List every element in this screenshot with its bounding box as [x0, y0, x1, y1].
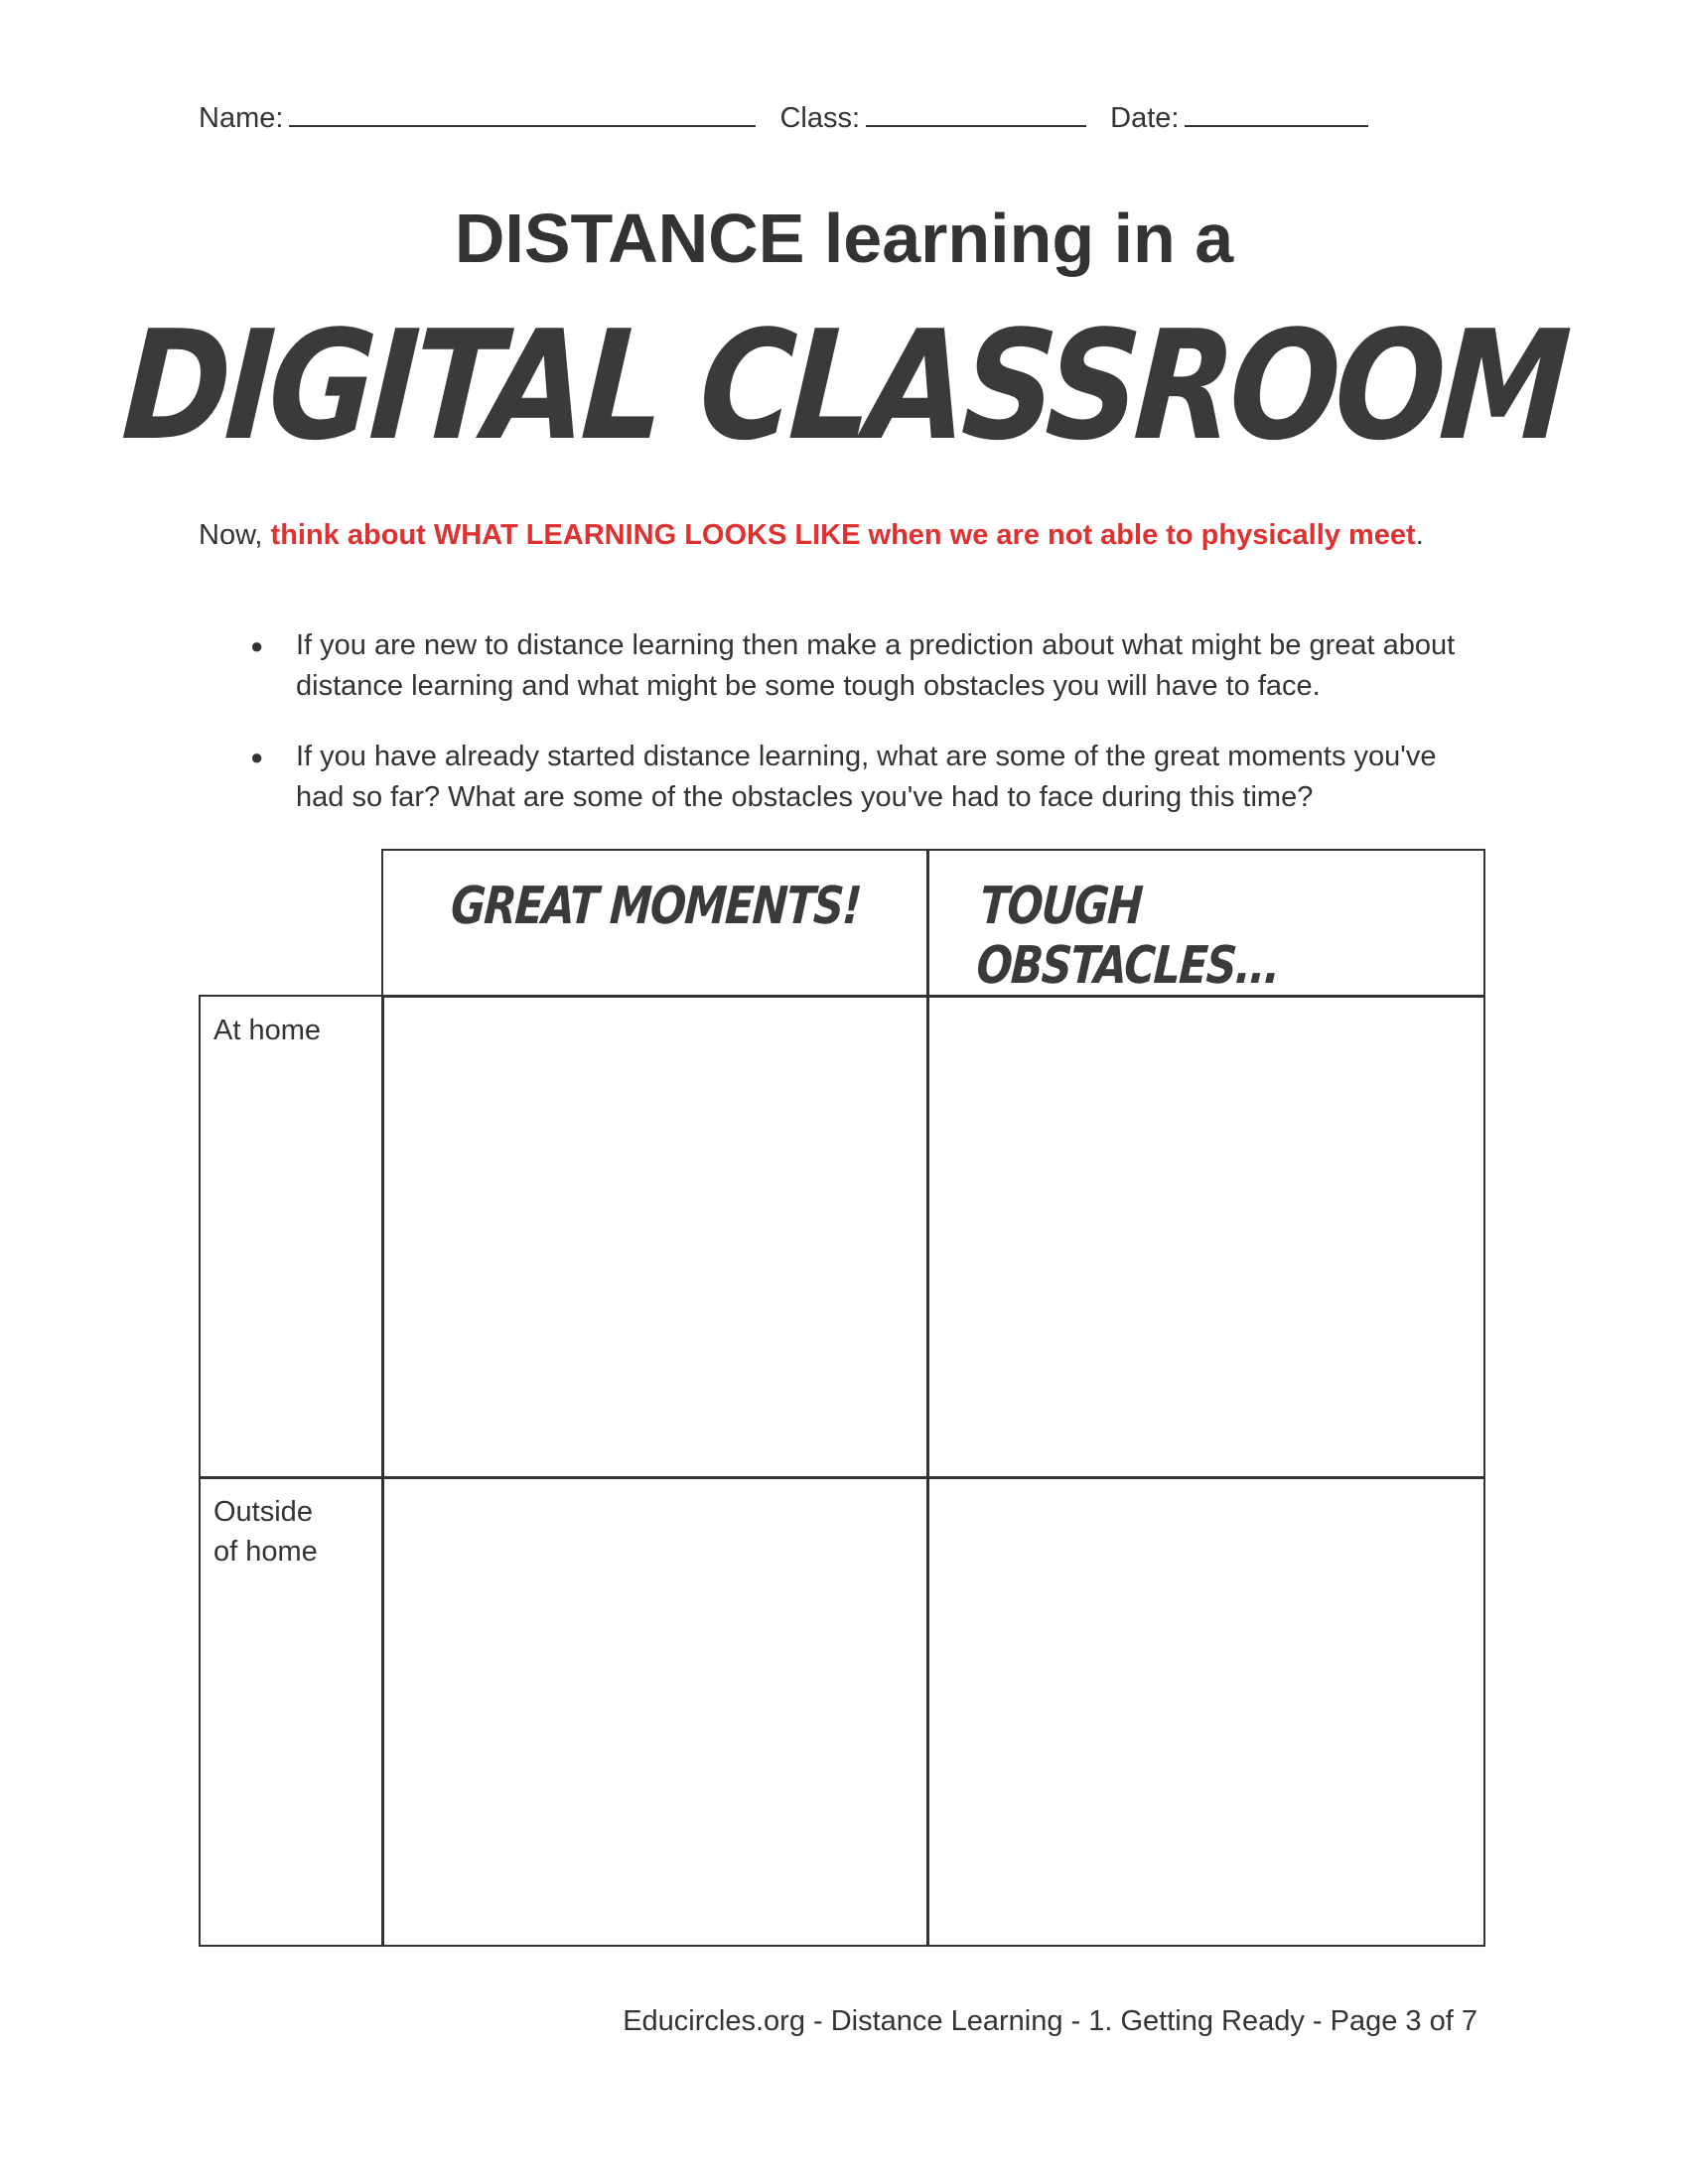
answer-cell-outside-tough[interactable]: [926, 1476, 1485, 1947]
column-header-tough-obstacles: [926, 849, 1485, 998]
date-label: Date:: [1110, 102, 1180, 134]
name-label: Name:: [199, 102, 284, 134]
bullet-icon: ●: [250, 745, 264, 769]
bullet-text: If you have already started distance learning, what are some of the great moments you've had so far? What are some of the obstacles you've had to face during this time?: [296, 741, 1437, 813]
page-title: DIGITAL CLASSROOM: [117, 298, 1571, 474]
student-info-line: [199, 97, 1384, 135]
column-header-label: GREAT MOMENTS!: [449, 877, 862, 936]
name-blank[interactable]: [289, 97, 756, 127]
class-label: Class:: [779, 102, 861, 134]
intro-highlight: think about WHAT LEARNING LOOKS LIKE when we are not able to physically meet: [270, 519, 1416, 551]
class-blank[interactable]: [866, 97, 1086, 127]
row-header-outside-of-home: Outside of home: [199, 1476, 384, 1947]
list-item: [199, 737, 1489, 818]
instruction-list: [199, 625, 1489, 848]
row-header-at-home: At home: [199, 995, 384, 1479]
answer-cell-at-home-great[interactable]: [381, 995, 929, 1479]
bullet-icon: ●: [250, 633, 264, 658]
list-item: [199, 625, 1489, 707]
page-footer: Educircles.org - Distance Learning - 1. Getting Ready - Page 3 of 7: [623, 2005, 1477, 2037]
intro-tail: .: [1415, 519, 1424, 551]
date-blank[interactable]: [1185, 97, 1368, 127]
bullet-text: If you are new to distance learning then make a prediction about what might be great about distance learning and what might be some tough obstacles you will have to face.: [296, 629, 1456, 702]
page-subtitle: DISTANCE learning in a: [454, 200, 1234, 277]
answer-cell-at-home-tough[interactable]: [926, 995, 1485, 1479]
answer-cell-outside-great[interactable]: [381, 1476, 929, 1947]
intro-lead: Now,: [199, 519, 271, 551]
column-header-great-moments: [381, 849, 929, 998]
reflection-table: [199, 849, 1485, 1947]
column-header-label: TOUGH OBSTACLES...: [974, 877, 1281, 996]
intro-paragraph: [199, 514, 1489, 556]
